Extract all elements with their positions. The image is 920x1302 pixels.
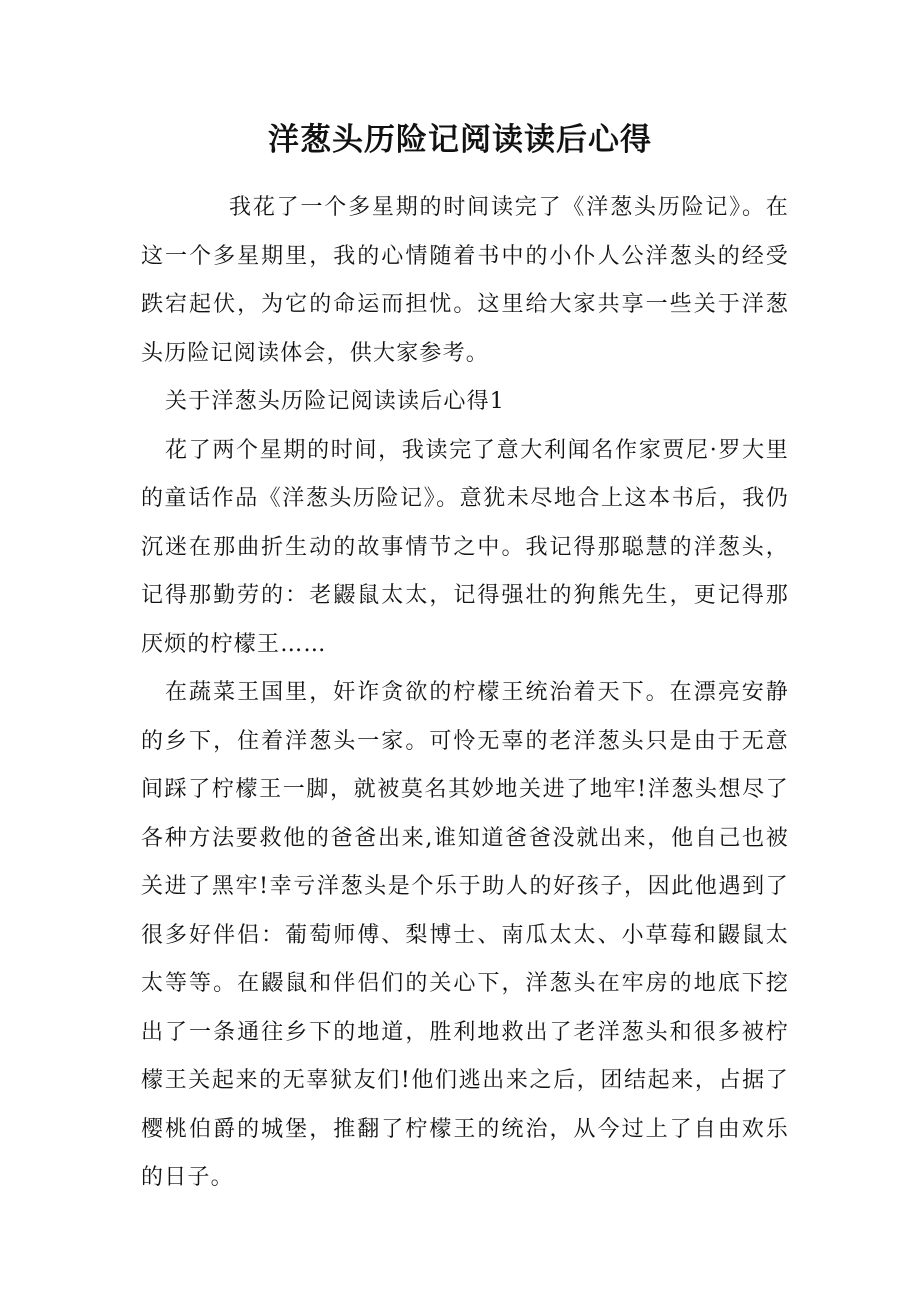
- body-paragraph-1: 花了两个星期的时间，我读完了意大利闻名作家贾尼·罗大里的童话作品《洋葱头历险记》。意犹未尽地合上这本书后，我仍沉迷在那曲折生动的故事情节之中。我记得那聪慧的洋葱头，记得那勤劳的：老鼹鼠太太，记得强壮的狗熊先生，更记得那厌烦的柠檬王……: [141, 437, 789, 657]
- document-body: [141, 184, 789, 1203]
- section-heading: 关于洋葱头历险记阅读读后心得1: [165, 389, 505, 414]
- body-paragraph-2: 在蔬菜王国里，奸诈贪欲的柠檬王统治着天下。在漂亮安静的乡下，住着洋葱头一家。可怜无辜的老洋葱头只是由于无意间踩了柠檬王一脚，就被莫名其妙地关进了地牢!洋葱头想尽了各种方法要救他的爸爸出来,谁知道爸爸没就出来，他自己也被关进了黑牢!幸亏洋葱头是个乐于助人的好孩子，因此他遇到了很多好伴侣：葡萄师傅、梨博士、南瓜太太、小草莓和鼹鼠太太等等。在鼹鼠和伴侣们的关心下，洋葱头在牢房的地底下挖出了一条通往乡下的地道，胜利地救出了老洋葱头和很多被柠檬王关起来的无辜狱友们!他们逃出来之后，团结起来，占据了樱桃伯爵的城堡，推翻了柠檬王的统治，从今过上了自由欢乐的日子。: [141, 680, 789, 1190]
- intro-paragraph: 我花了一个多星期的时间读完了《洋葱头历险记》。在这一个多星期里，我的心情随着书中的小仆人公洋葱头的经受跌宕起伏，为它的命运而担忧。这里给大家共享一些关于洋葱头历险记阅读体会，供大家参考。: [141, 195, 789, 366]
- document-title: 洋葱头历险记阅读读后心得: [268, 122, 652, 158]
